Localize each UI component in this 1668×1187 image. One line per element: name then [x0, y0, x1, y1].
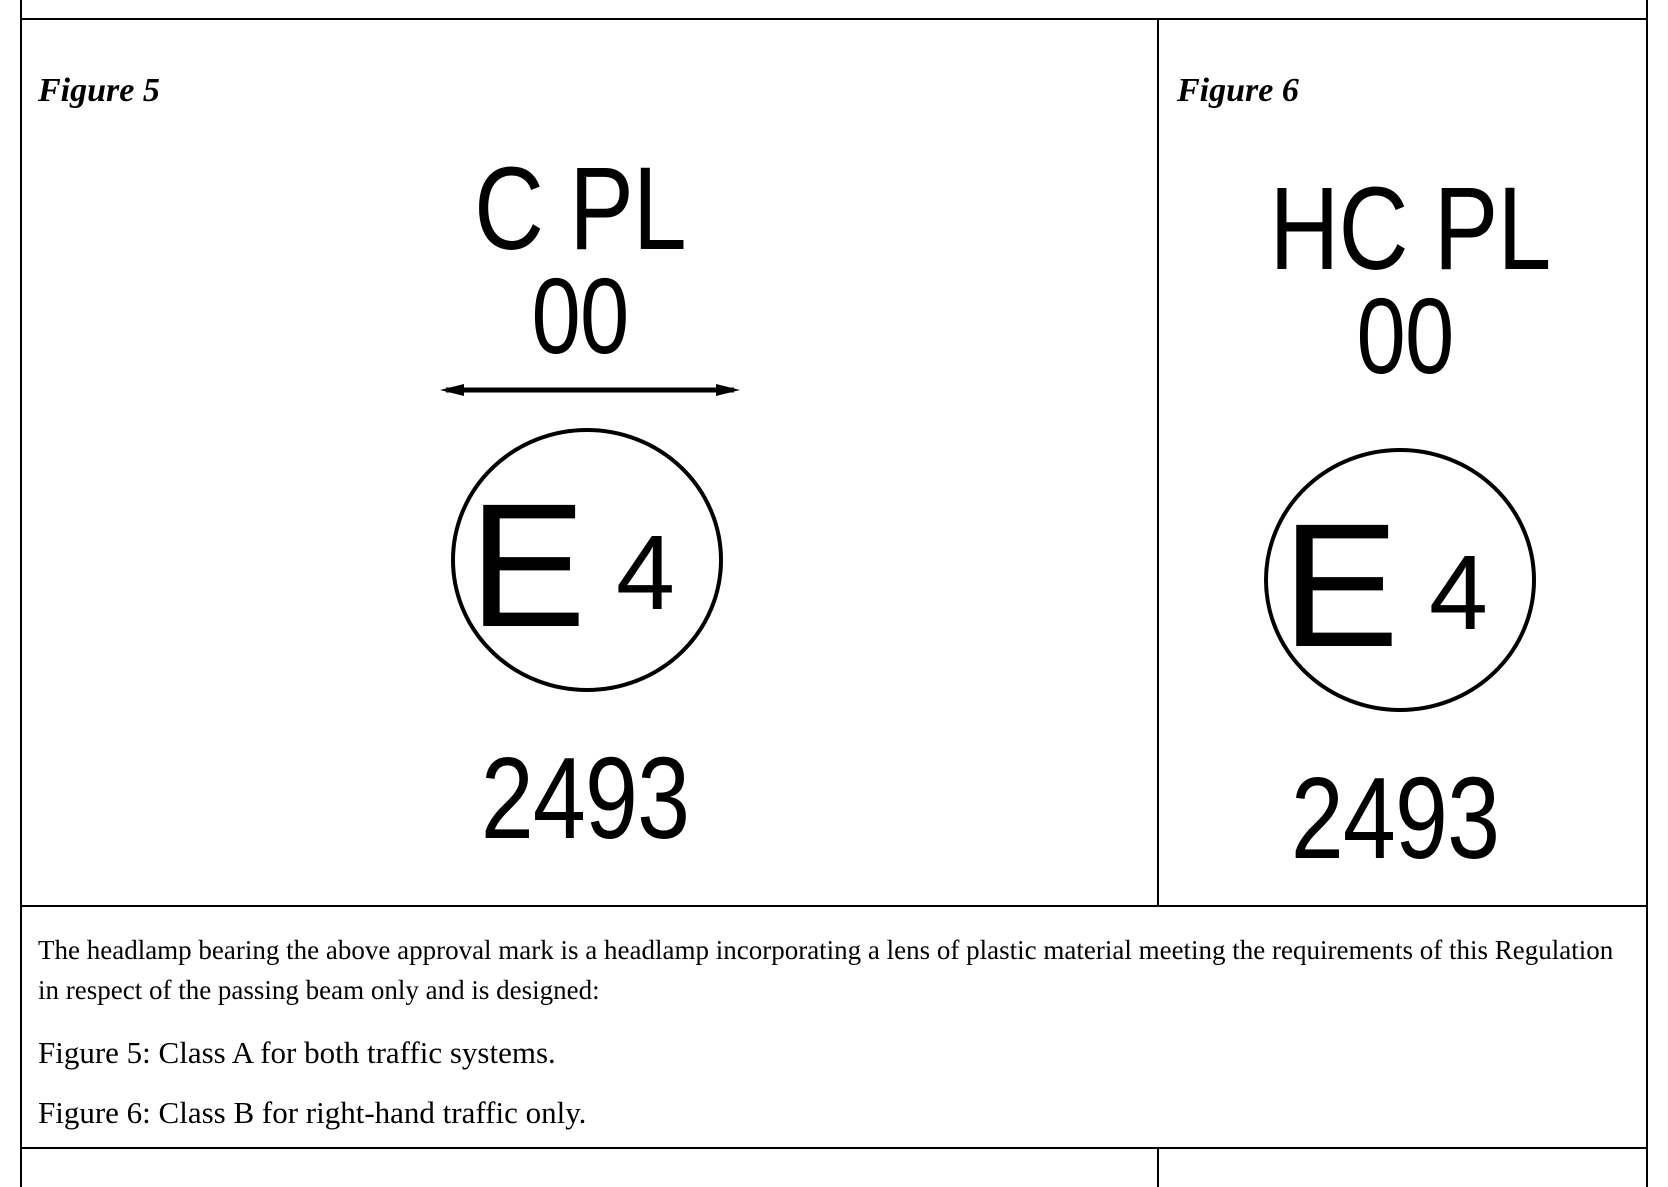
figure-6-mark-line1: HC PL — [1269, 163, 1551, 295]
figure-5-mark-line2: 00 — [531, 255, 629, 376]
figure-6-label: Figure 6 — [1177, 72, 1299, 109]
figure-5-circle-number: 4 — [616, 514, 674, 632]
table-border-left — [20, 0, 22, 1187]
figure-5-double-arrow — [440, 380, 740, 400]
figure-5-circle-letter: E — [468, 468, 586, 664]
caption-paragraph: The headlamp bearing the above approval mark is a headlamp incorporating a lens of plastic material meeting the requirements of this Regulation in respect of the passing beam only and is designed: — [38, 935, 1614, 1005]
figure-5-label: Figure 5 — [38, 72, 160, 109]
figure-6-mark-line2: 00 — [1356, 275, 1454, 396]
table-row-divider-middle — [20, 905, 1648, 907]
figure-6-circle-letter: E — [1281, 488, 1399, 684]
figure-6-approval-number: 2493 — [1290, 753, 1500, 883]
figure-5-mark-line1: C PL — [474, 143, 686, 275]
table-row-divider-top — [20, 18, 1648, 20]
figure-6-circle-number: 4 — [1429, 534, 1487, 652]
table-column-divider — [1157, 18, 1159, 906]
caption-figure-5: Figure 5: Class A for both traffic systems. — [38, 1035, 556, 1070]
table-column-divider-lower — [1157, 1147, 1159, 1187]
table-row-divider-bottom — [20, 1147, 1648, 1149]
table-border-right — [1646, 0, 1648, 1187]
figure-5-approval-number: 2493 — [480, 733, 690, 863]
caption-figure-6: Figure 6: Class B for right-hand traffic only. — [38, 1095, 587, 1130]
